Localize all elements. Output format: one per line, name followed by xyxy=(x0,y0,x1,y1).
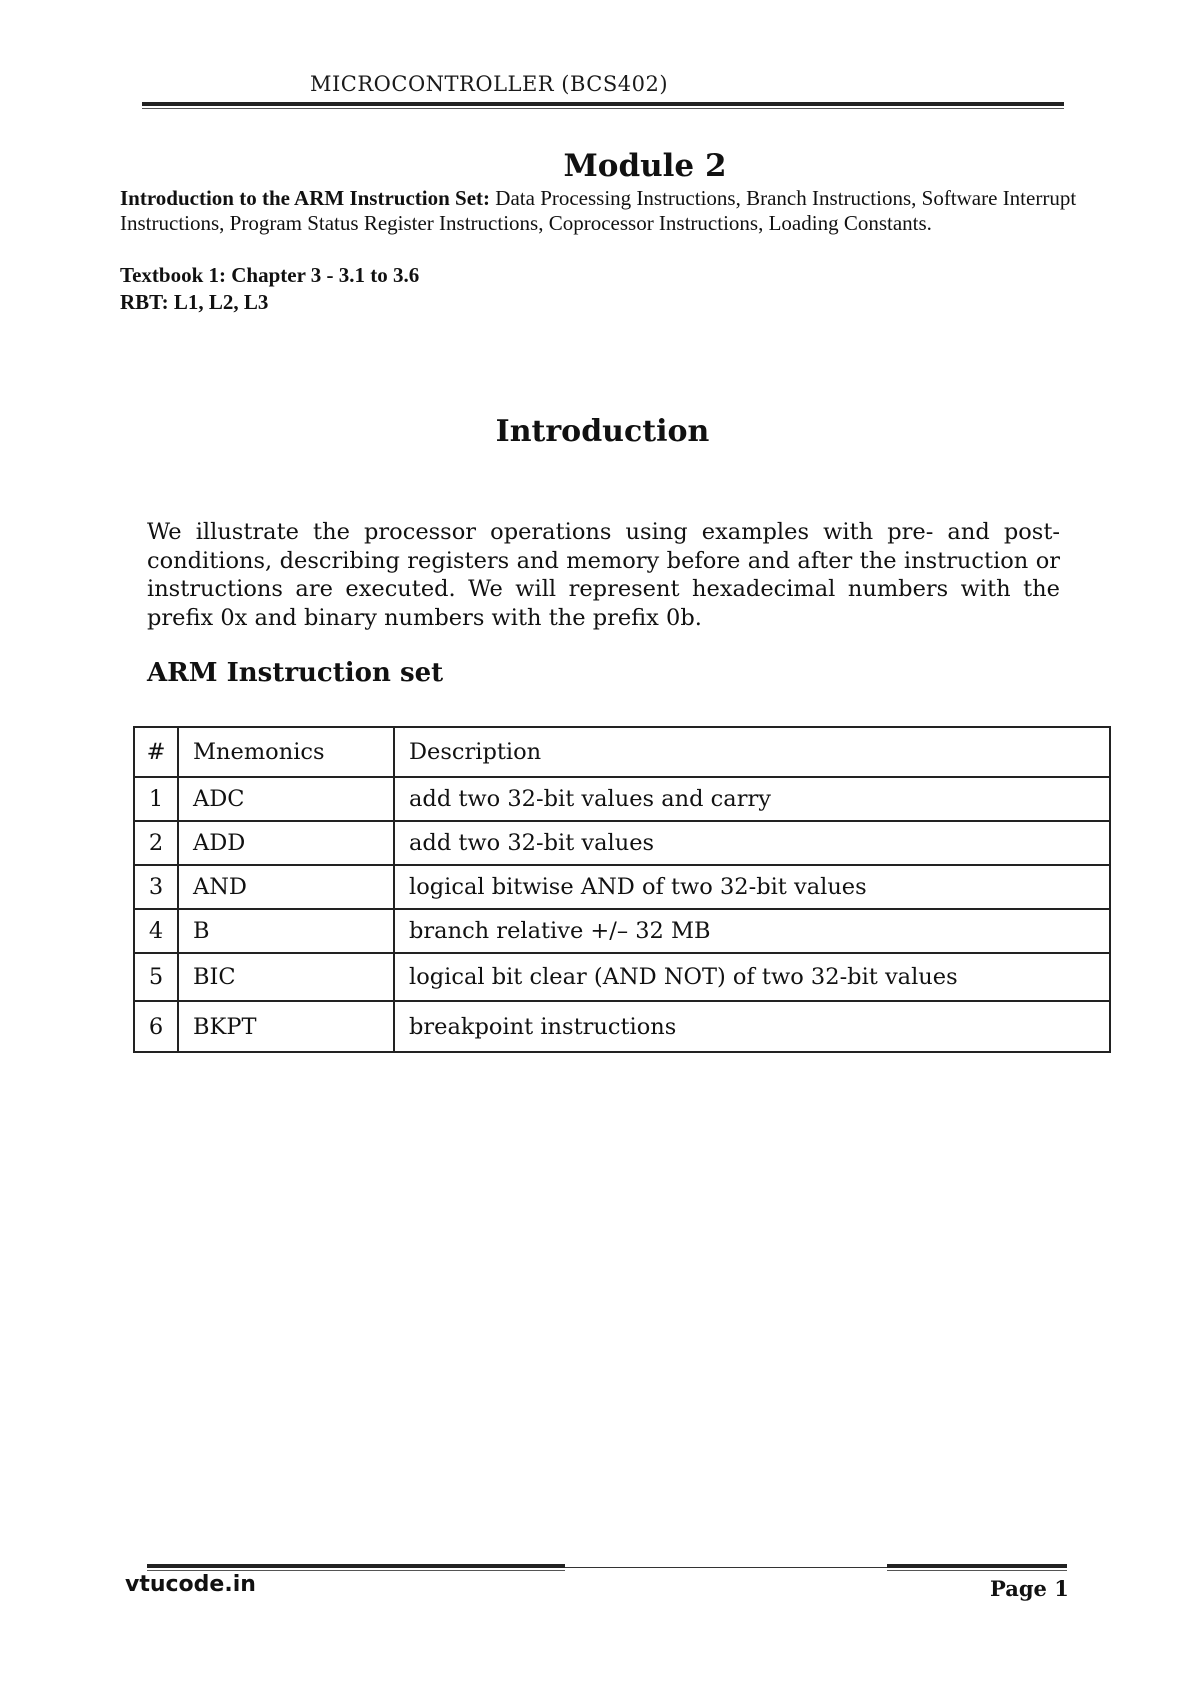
table-row xyxy=(134,821,1110,865)
row-description: add two 32-bit values xyxy=(394,821,1110,865)
summary-text: Data Processing Instructions, Branch Instructions, Software Interrupt Instructions, Program Status Register Instructions, Coprocessor Instructions, Loading Constants. xyxy=(120,186,1077,235)
row-description: branch relative +/– 32 MB xyxy=(394,909,1110,953)
table-row xyxy=(134,865,1110,909)
footer-site-name: vtucode.in xyxy=(125,1572,256,1597)
table-row xyxy=(134,1001,1110,1052)
row-number: 6 xyxy=(134,1001,178,1052)
introduction-paragraph: We illustrate the processor operations using examples with pre- and post-conditions, describing registers and memory before and after the instruction or instructions are executed. We will represent hexadecimal numbers with the prefix 0x and binary numbers with the prefix 0b. xyxy=(147,519,1060,631)
row-description: breakpoint instructions xyxy=(394,1001,1110,1052)
module-title: Module 2 xyxy=(563,148,727,184)
table-header-row xyxy=(134,727,1110,777)
row-number: 2 xyxy=(134,821,178,865)
table-row xyxy=(134,777,1110,821)
column-header-number: # xyxy=(134,727,178,777)
row-number: 4 xyxy=(134,909,178,953)
row-description: add two 32-bit values and carry xyxy=(394,777,1110,821)
row-number: 1 xyxy=(134,777,178,821)
row-mnemonic: ADC xyxy=(178,777,394,821)
row-description: logical bit clear (AND NOT) of two 32-bit values xyxy=(394,953,1110,1001)
row-mnemonic: ADD xyxy=(178,821,394,865)
footer-page-number: Page 1 xyxy=(990,1576,1069,1601)
row-mnemonic: AND xyxy=(178,865,394,909)
footer-rule-right xyxy=(887,1564,1067,1571)
instruction-table xyxy=(133,726,1111,1053)
instruction-set-heading: ARM Instruction set xyxy=(147,658,444,688)
row-mnemonic: BIC xyxy=(178,953,394,1001)
table-row xyxy=(134,909,1110,953)
footer-rule-left xyxy=(147,1564,565,1571)
row-mnemonic: BKPT xyxy=(178,1001,394,1052)
running-header-title: MICROCONTROLLER (BCS402) xyxy=(310,72,669,96)
row-description: logical bitwise AND of two 32-bit values xyxy=(394,865,1110,909)
column-header-description: Description xyxy=(394,727,1110,777)
introduction-heading: Introduction xyxy=(495,414,710,449)
module-summary xyxy=(120,186,1105,236)
row-number: 5 xyxy=(134,953,178,1001)
summary-label: Introduction to the ARM Instruction Set: xyxy=(120,186,491,210)
footer-rule-middle xyxy=(565,1567,887,1568)
module-meta xyxy=(120,262,419,316)
row-mnemonic: B xyxy=(178,909,394,953)
textbook-reference: Textbook 1: Chapter 3 - 3.1 to 3.6 xyxy=(120,263,420,287)
rbt-levels: RBT: L1, L2, L3 xyxy=(120,290,269,314)
row-number: 3 xyxy=(134,865,178,909)
column-header-mnemonics: Mnemonics xyxy=(178,727,394,777)
header-rule xyxy=(142,102,1064,109)
table-row xyxy=(134,953,1110,1001)
